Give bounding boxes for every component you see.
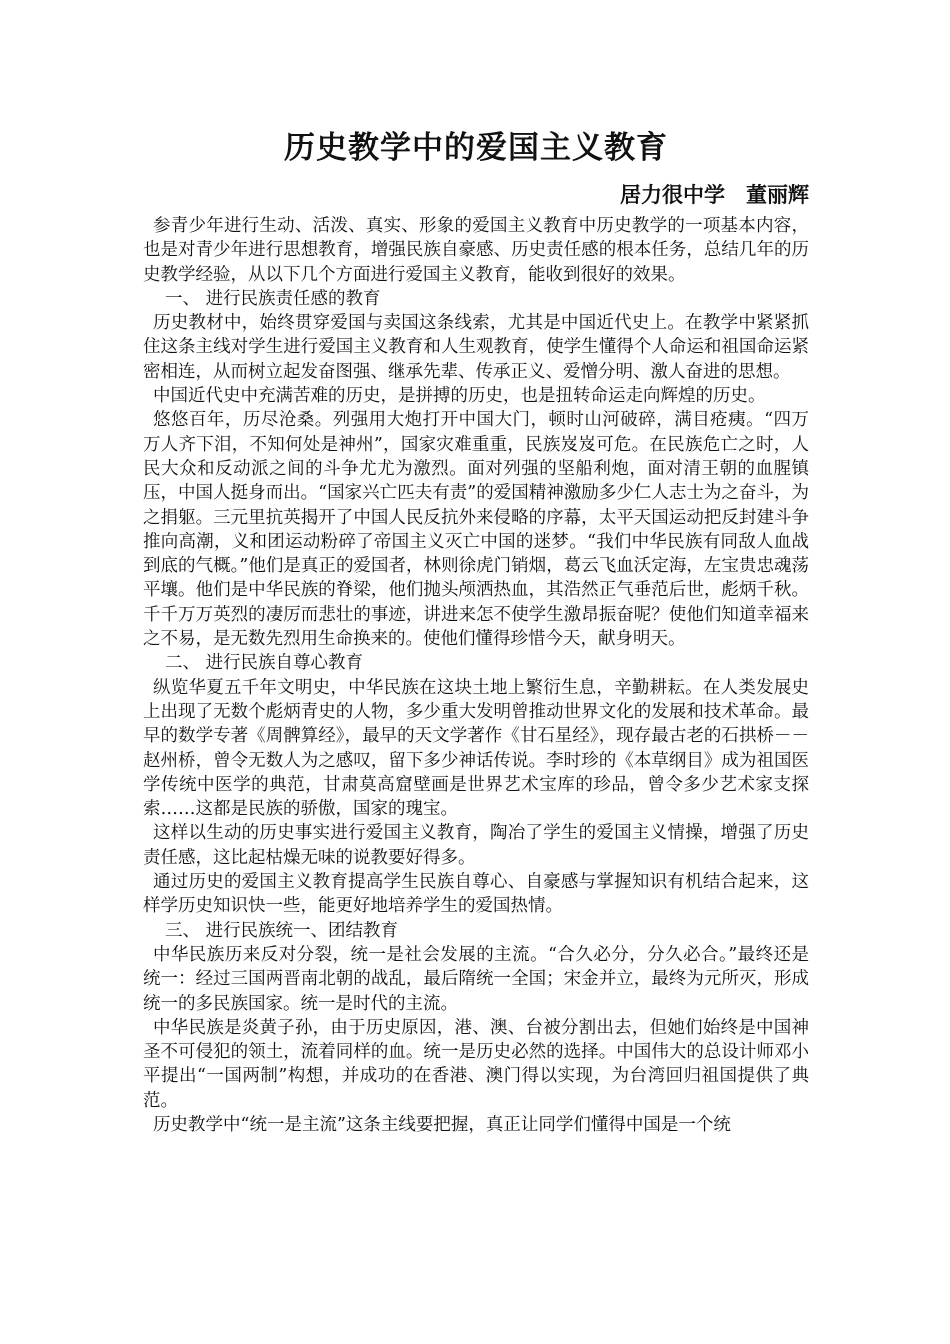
document-title: 历史教学中的爱国主义教育 xyxy=(284,130,668,166)
paragraph: 历史教学中“统一是主流”这条主线要把握，真正让同学们懂得中国是一个统 xyxy=(153,1114,731,1135)
paragraph: 中国近代史中充满苦难的历史，是拼搏的历史，也是扭转命运走向辉煌的历史。 xyxy=(153,386,766,407)
paragraph: 中华民族是炎黄子孙，由于历史原因，港、澳、台被分割出去，但她们始终是中国神圣不可侵犯的领土，流着同样的血。统一是历史必然的选择。中国伟大的总设计师邓小平提出“一国两制”构想，并成功的在香港、澳门得以实现，为台湾回归祖国提供了典范。 xyxy=(143,1017,809,1111)
paragraph-intro: 参青少年进行生动、活泼、真实、形象的爱国主义教育中历史教学的一项基本内容，也是对青少年进行思想教育，增强民族自豪感、历史责任感的根本任务，总结几年的历史教学经验，从以下几个方面进行爱国主义教育，能收到很好的效果。 xyxy=(143,216,809,285)
section-heading-3: 三、 进行民族统一、团结教育 xyxy=(165,920,399,941)
section-heading-2: 二、 进行民族自尊心教育 xyxy=(165,653,364,674)
paragraph: 纵览华夏五千年文明史，中华民族在这块土地上繁衍生息，辛勤耕耘。在人类发展史上出现了无数个彪炳青史的人物，多少重大发明曾推动世界文化的发展和技术革命。最早的数学专著《周髀算经》，最早的天文学著作《甘石星经》，现存最古老的石拱桥－－赵州桥，曾令无数人为之感叹，留下多少神话传说。李时珍的《本草纲目》成为祖国医学传统中医学的典范，甘肃莫高窟壁画是世界艺术宝库的珍品，曾令多少艺术家支探索……这都是民族的骄傲，国家的瑰宝。 xyxy=(143,677,809,820)
paragraph: 这样以生动的历史事实进行爱国主义教育，陶冶了学生的爱国主义情操，增强了历史责任感，这比起枯燥无味的说教要好得多。 xyxy=(143,823,809,868)
section-heading-1: 一、 进行民族责任感的教育 xyxy=(165,288,381,309)
paragraph: 中华民族历来反对分裂，统一是社会发展的主流。“合久必分，分久必合。”最终还是统一：经过三国两晋南北朝的战乱，最后隋统一全国；宋金并立，最终为元所灭，形成统一的多民族国家。统一是时代的主流。 xyxy=(143,944,809,1014)
paragraph: 通过历史的爱国主义教育提高学生民族自尊心、自豪感与掌握知识有机结合起来，这样学历史知识快一些，能更好地培养学生的爱国热情。 xyxy=(143,872,809,917)
author-line: 居力很中学 董丽辉 xyxy=(620,183,809,207)
document-body xyxy=(143,214,809,1137)
document-page xyxy=(143,126,809,1137)
paragraph: 历史教材中，始终贯穿爱国与卖国这条线索，尤其是中国近代史上。在教学中紧紧抓住这条主线对学生进行爱国主义教育和人生观教育，使学生懂得个人命运和祖国命运紧密相连，从而树立起发奋图强、继承先辈、传承正义、爱憎分明、激人奋进的思想。 xyxy=(143,313,809,382)
paragraph: 悠悠百年，历尽沧桑。列强用大炮打开中国大门，顿时山河破碎，满目疮痍。“四万万人齐下泪，不知何处是神州”，国家灾难重重，民族岌岌可危。在民族危亡之时，人民大众和反动派之间的斗争尤尤为激烈。面对列强的坚船利炮，面对清王朝的血腥镇压，中国人挺身而出。“国家兴亡匹夫有责”的爱国精神激励多少仁人志士为之奋斗，为之捐躯。三元里抗英揭开了中国人民反抗外来侵略的序幕，太平天国运动把反封建斗争推向高潮，义和团运动粉碎了帝国主义灭亡中国的迷梦。“我们中华民族有同敌人血战到底的气概。”他们是真正的爱国者，林则徐虎门销烟，葛云飞血沃定海，左宝贵忠魂荡平壤。他们是中华民族的脊梁，他们抛头颅洒热血，其浩然正气垂范后世，彪炳千秋。千千万万英烈的凄厉而悲壮的事迹，讲进来怎不使学生激昂振奋呢？使他们知道幸福来之不易，是无数先烈用生命换来的。使他们懂得珍惜今天，献身明天。 xyxy=(143,410,809,650)
